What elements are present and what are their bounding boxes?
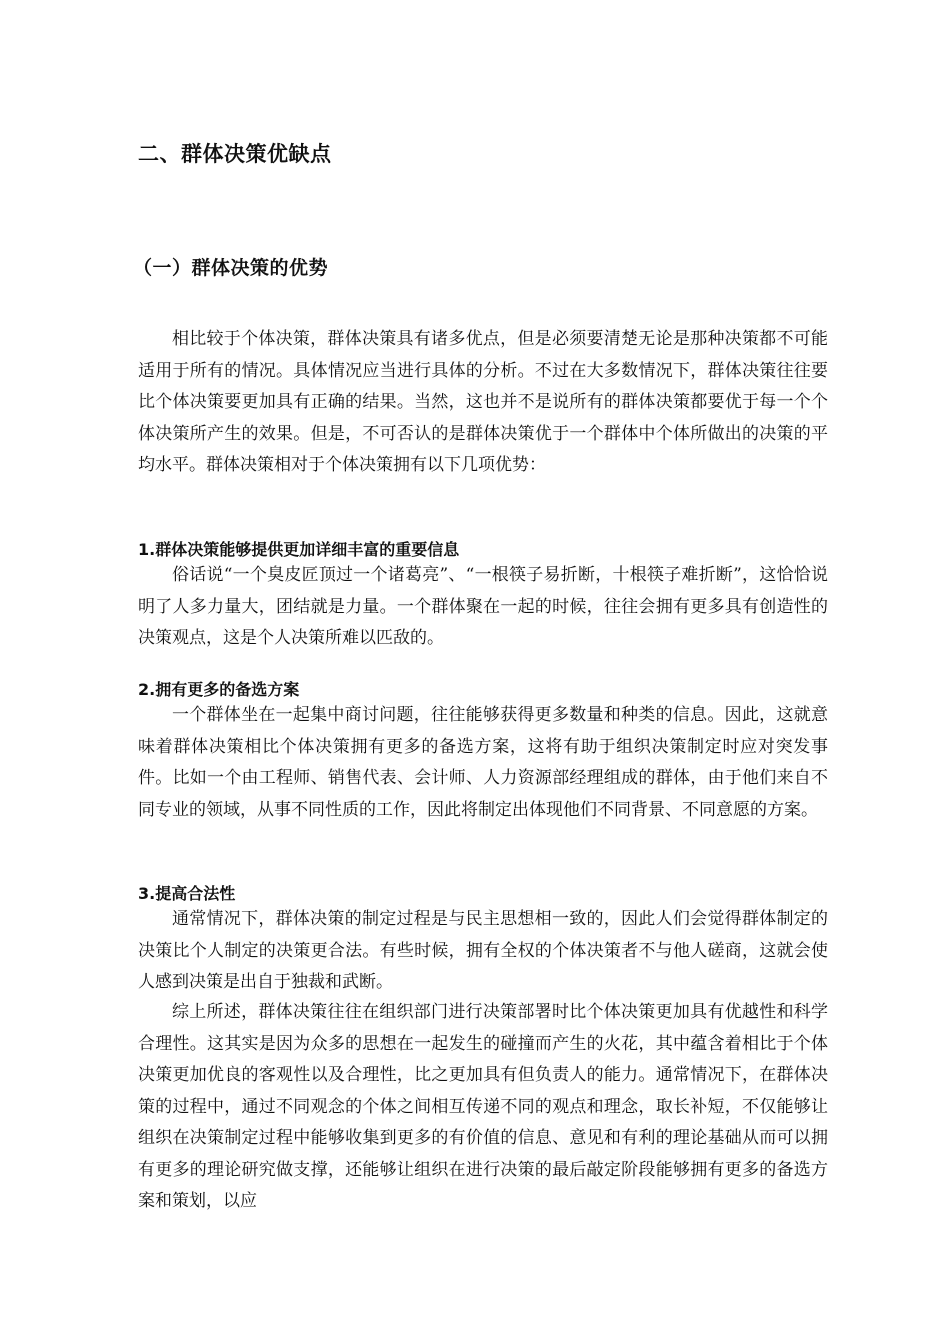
point-2-body: 一个群体坐在一起集中商讨问题，往往能够获得更多数量和种类的信息。因此，这就意味着群体决策相比个体决策拥有更多的备选方案，这将有助于组织决策制定时应对突发事件。比如一个由工程师、销售代表、会计师、人力资源部经理组成的群体，由于他们来自不同专业的领域，从事不同性质的工作，因此将制定出体现他们不同背景、不同意愿的方案。 — [138, 705, 828, 820]
point-1-title: 1.群体决策能够提供更加详细丰富的重要信息 — [138, 540, 460, 559]
intro-paragraph: 相比较于个体决策，群体决策具有诸多优点，但是必须要清楚无论是那种决策都不可能适用于所有的情况。具体情况应当进行具体的分析。不过在大多数情况下，群体决策往往要比个体决策要更加具有正确的结果。当然，这也并不是说所有的群体决策都要优于每一个个体决策所产生的效果。但是，不可否认的是群体决策优于一个群体中个体所做出的决策的平均水平。群体决策相对于个体决策拥有以下几项优势： — [138, 329, 828, 475]
point-1-body: 俗话说“一个臭皮匠顶过一个诸葛亮”、“一根筷子易折断，十根筷子难折断”，这恰恰说明了人多力量大，团结就是力量。一个群体聚在一起的时候，往往会拥有更多具有创造性的决策观点，这是个人决策所难以匹敌的。 — [138, 565, 828, 648]
point-2-title: 2.拥有更多的备选方案 — [138, 680, 300, 699]
point-3-title: 3.提高合法性 — [138, 884, 236, 903]
section-heading: 二、群体决策优缺点 — [138, 142, 332, 166]
point-3-body: 通常情况下，群体决策的制定过程是与民主思想相一致的，因此人们会觉得群体制定的决策比个人制定的决策更合法。有些时候，拥有全权的个体决策者不与他人磋商，这就会使人感到决策是出自于独裁和武断。 — [138, 909, 828, 992]
subsection-heading: （一）群体决策的优势 — [133, 257, 329, 279]
summary-paragraph: 综上所述，群体决策往往在组织部门进行决策部署时比个体决策更加具有优越性和科学合理性。这其实是因为众多的思想在一起发生的碰撞而产生的火花，其中蕴含着相比于个体决策更加优良的客观性以及合理性，比之更加具有但负责人的能力。通常情况下，在群体决策的过程中，通过不同观念的个体之间相互传递不同的观点和理念，取长补短，不仅能够让组织在决策制定过程中能够收集到更多的有价值的信息、意见和有利的理论基础从而可以拥有更多的理论研究做支撑，还能够让组织在进行决策的最后敲定阶段能够拥有更多的备选方案和策划，以应 — [138, 1002, 828, 1211]
